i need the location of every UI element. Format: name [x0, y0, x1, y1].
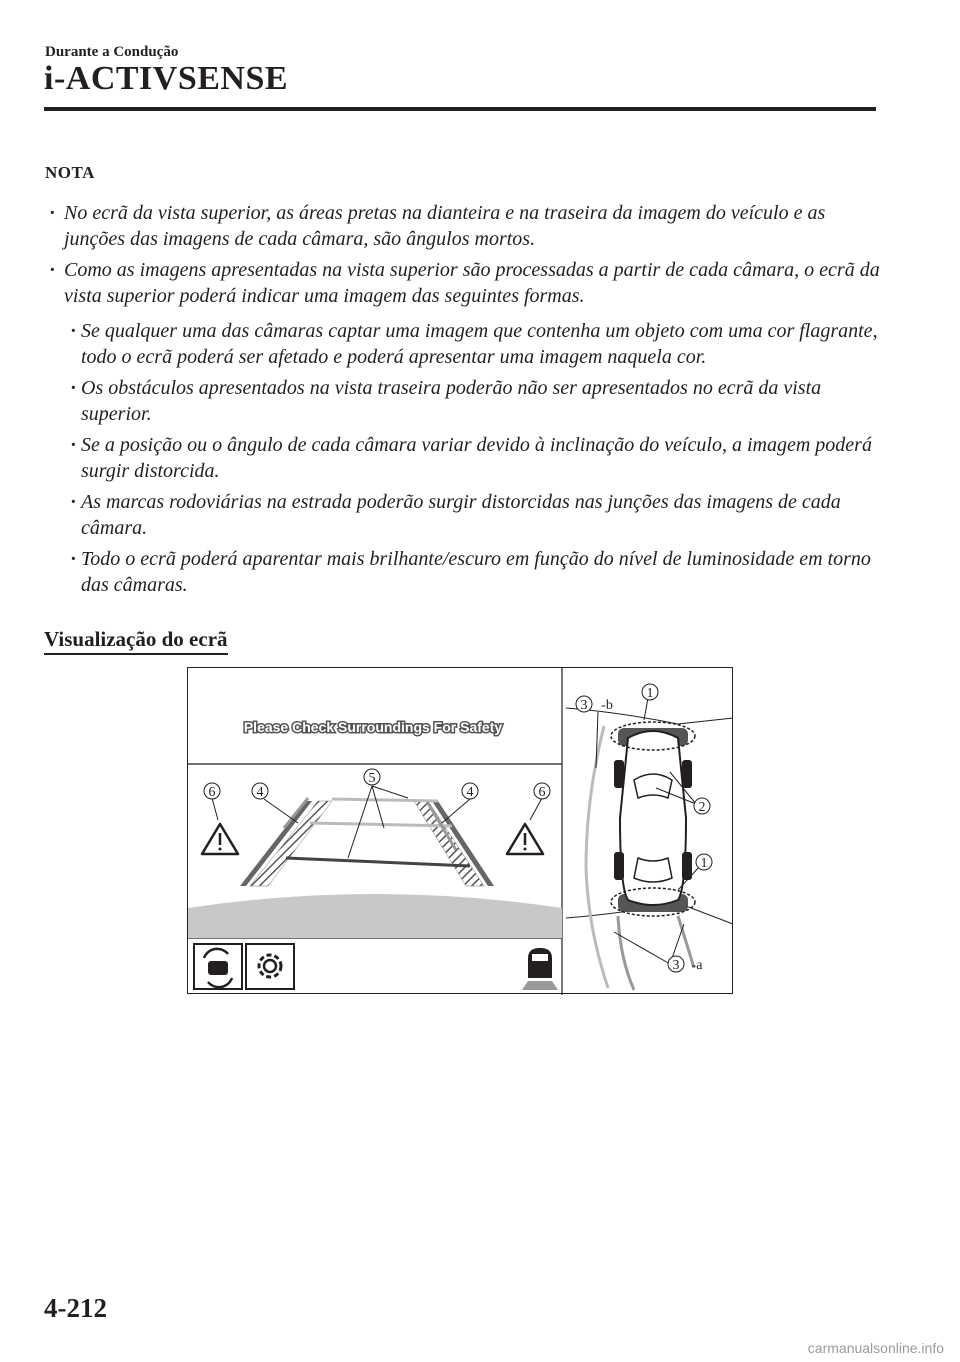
- distance-line-near: [286, 858, 470, 866]
- callout-6-right-label: 6: [538, 785, 546, 800]
- vehicle-sensor-icon: [522, 948, 558, 990]
- note-subitem: · Os obstáculos apresentados na vista traseira poderão não ser apresentados no ecrã da vista superior.: [71, 375, 881, 427]
- callout-1-front-label: 1: [646, 686, 654, 701]
- page-number: 4-212: [44, 1293, 107, 1323]
- bumper-area: [188, 894, 562, 938]
- callout-4-left-label: 4: [256, 785, 264, 800]
- banner-text: Please Check Surroundings For Safety: [243, 719, 503, 735]
- note-item: · No ecrã da vista superior, as áreas pretas na dianteira e na traseira da imagem do veículo e as junções das imagens de cada câmara, são ângulos mortos.: [45, 200, 885, 252]
- callout-3b-label: 3: [580, 698, 588, 713]
- warning-icon-right: [507, 824, 543, 854]
- screen-section-heading: Visualização do ecrã: [44, 627, 228, 655]
- callout-3a-label: 3: [672, 958, 680, 973]
- note-sublist: [71, 318, 881, 603]
- warning-icon-left: [202, 824, 238, 854]
- top-view-car: [614, 728, 692, 912]
- callout-5-label: 5: [368, 771, 376, 786]
- note-subitem: · Todo o ecrã poderá aparentar mais brilhante/escuro em função do nível de luminosidade em torno das câmaras.: [71, 546, 881, 598]
- section-title: i-ACTIVSENSE: [44, 60, 289, 97]
- note-heading: NOTA: [45, 163, 95, 182]
- note-subitem: · As marcas rodoviárias na estrada poderão surgir distorcidas nas junções das imagens de cada câmara.: [71, 489, 881, 541]
- callout-4-right-label: 4: [466, 785, 474, 800]
- callout-3b-suffix: -b: [601, 698, 613, 713]
- note-item: · Como as imagens apresentadas na vista superior são processadas a partir de cada câmara, o ecrã da vista superior poderá indicar uma imagem das seguintes formas.: [45, 257, 885, 309]
- screen-illustration: [188, 668, 734, 995]
- top-view-guide-curve: [586, 726, 608, 988]
- top-view-rear-guide: [618, 916, 634, 990]
- section-label: Durante a Condução: [45, 44, 179, 60]
- guide-line-left-hatch: [250, 801, 332, 886]
- guide-line-right-hatch: [414, 801, 484, 886]
- note-subitem: · Se a posição ou o ângulo de cada câmara variar devido à inclinação do veículo, a imagem poderá surgir distorcida.: [71, 432, 881, 484]
- callout-2-label: 2: [698, 800, 706, 815]
- distance-line-far: [332, 799, 438, 801]
- screen-figure: [187, 667, 733, 994]
- note-subitem: · Se qualquer uma das câmaras captar uma imagem que contenha um objeto com uma cor flagrante, todo o ecrã poderá ser afetado e poderá apresentar uma imagem naquela cor.: [71, 318, 881, 370]
- watermark: carmanualsonline.info: [807, 1340, 944, 1356]
- header-rule: [44, 107, 876, 111]
- callout-3a-suffix: -a: [691, 958, 703, 973]
- note-list: [45, 200, 885, 314]
- callout-1-rear-label: 1: [700, 856, 708, 871]
- callout-6-left-label: 6: [208, 785, 216, 800]
- settings-button[interactable]: [246, 944, 294, 989]
